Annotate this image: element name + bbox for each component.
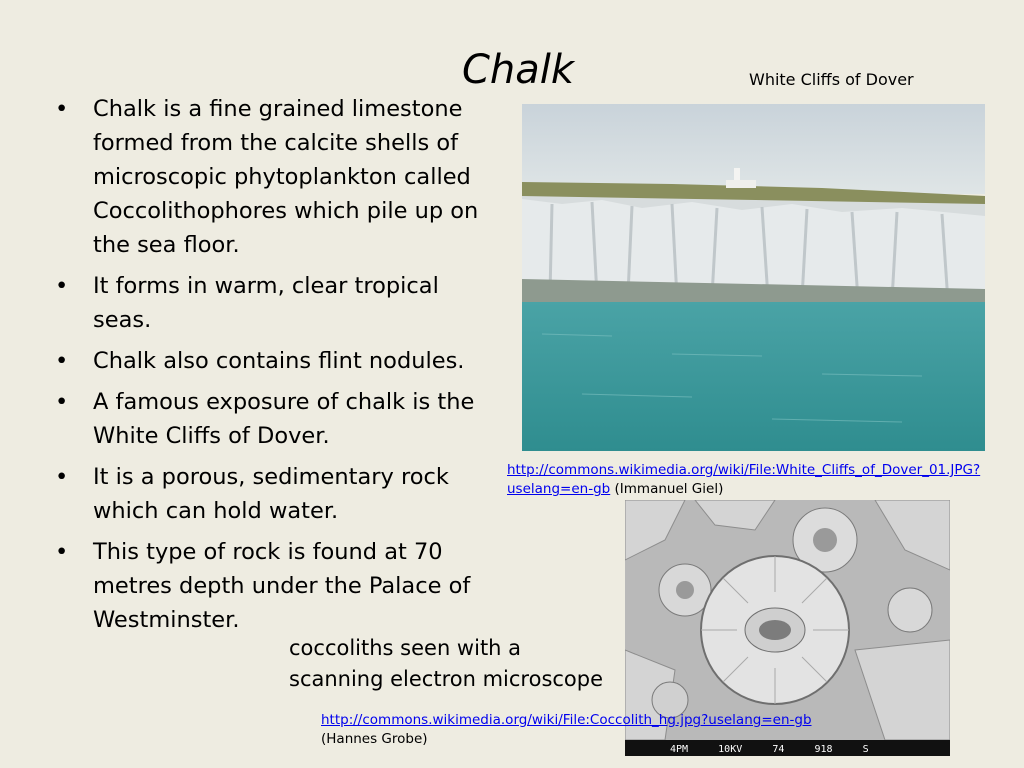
cliffs-credit <box>507 461 1003 499</box>
bullet-text: Chalk also contains flint nodules. <box>93 348 465 374</box>
bullet-text: A famous exposure of chalk is the White Cliffs of Dover. <box>93 389 475 449</box>
coccolith-source-link[interactable]: http://commons.wikimedia.org/wiki/File:Coccolith_hg.jpg?uselang=en-gb <box>321 712 812 728</box>
bullet-list <box>55 92 495 644</box>
bullet-text: This type of rock is found at 70 metres depth under the Palace of Westminster. <box>93 539 471 633</box>
cliffs-author: (Immanuel Giel) <box>610 481 724 497</box>
cliffs-caption: White Cliffs of Dover <box>749 70 914 89</box>
bullet-item <box>55 92 495 262</box>
slide-title: Chalk <box>462 47 575 93</box>
coccolith-author: (Hannes Grobe) <box>321 731 428 747</box>
white-cliffs-photo <box>522 104 985 451</box>
bullet-glyph: • <box>55 389 69 415</box>
sem-scale-bar: 4PM 10KV 74 918 S <box>670 744 869 755</box>
coccolith-caption: coccoliths seen with a scanning electron microscope <box>289 636 604 691</box>
coccolith-credit <box>321 711 821 749</box>
bullet-item <box>55 344 495 378</box>
bullet-glyph: • <box>55 464 69 490</box>
bullet-glyph: • <box>55 348 69 374</box>
bullet-item <box>55 460 495 528</box>
bullet-glyph: • <box>55 273 69 299</box>
bullet-item <box>55 269 495 337</box>
bullet-text: It forms in warm, clear tropical seas. <box>93 273 439 333</box>
bullet-text: Chalk is a fine grained limestone formed from the calcite shells of microscopic phytoplankton called Coccolithophores which pile up on the sea floor. <box>93 96 479 258</box>
bullet-text: It is a porous, sedimentary rock which can hold water. <box>93 464 449 524</box>
bullet-item <box>55 385 495 453</box>
cliffs-source-link[interactable]: http://commons.wikimedia.org/wiki/File:White_Cliffs_of_Dover_01.JPG?uselang=en-gb <box>507 462 981 497</box>
bullet-item <box>55 535 495 637</box>
bullet-glyph: • <box>55 96 69 122</box>
bullet-glyph: • <box>55 539 69 565</box>
